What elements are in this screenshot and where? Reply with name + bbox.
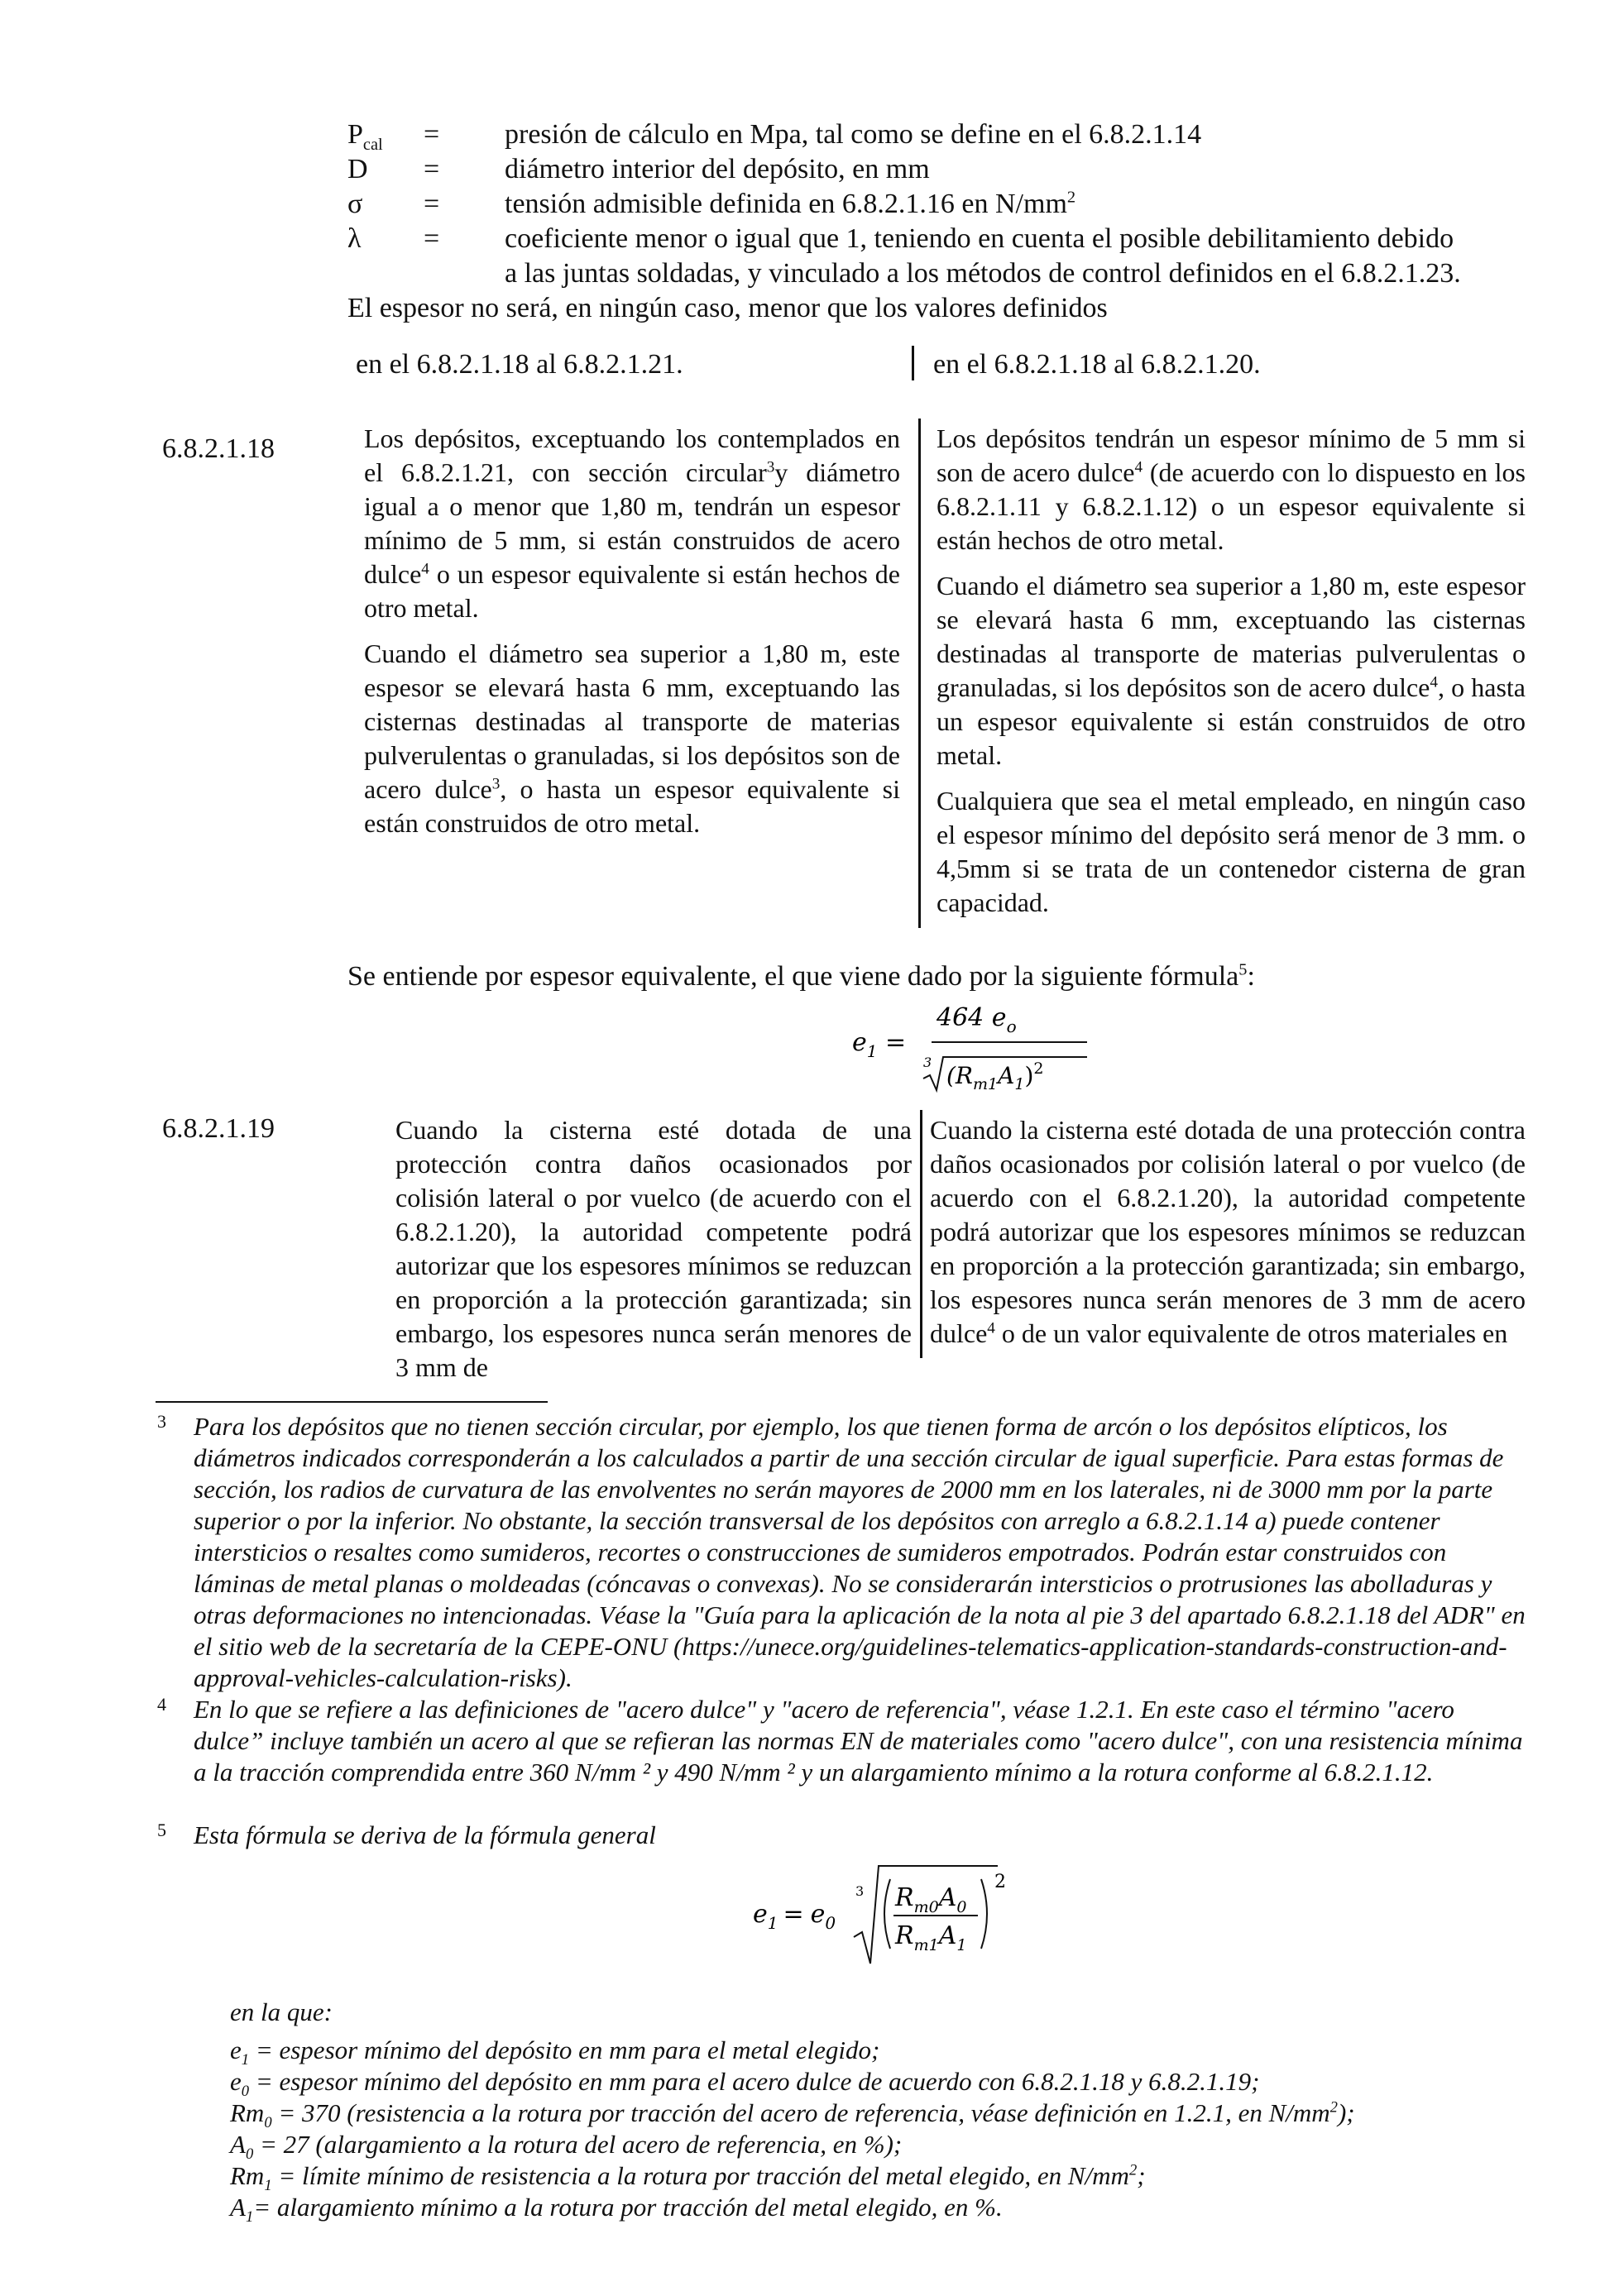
section-19-left-paragraph: Cuando la cisterna esté dotada de una protección contra daños ocasionados por colisión lateral o por vuelco (de acuerdo con el 6.8.2.1.20), la autoridad competente podrá autorizar que los espesores mínimos se reduzcan en proporción a la protección garantizada; sin embargo, los espesores nunca serán menores de 3 mm de (395, 1115, 912, 1382)
footnote-5-def-rm1: $Rm_1$ = límite mínimo de resistencia a la rotura por tracción del metal elegido, en $N/mm^2$; (230, 2161, 1146, 2195)
footnote-5-def-rm0: $Rm_0 = 370$ (resistencia a la rotura por tracción del acero de referencia, véase definición en 1.2.1, en $N/mm^2$); (230, 2098, 1355, 2132)
svg-text:e1 =: $e_1$ = (852, 1028, 907, 1061)
definition-text: diámetro interior del depósito, en mm (505, 154, 930, 184)
intro-left-column: en el 6.8.2.1.18 al 6.8.2.1.21. (356, 349, 683, 380)
definition-symbol: λ (347, 223, 362, 254)
svg-text:e1=e0: $e_1 = e_0$ (753, 1900, 836, 1933)
equivalent-thickness-formula (852, 999, 1092, 1103)
definition-symbol: $P_{cal}$ (347, 119, 383, 154)
definition-text: presión de cálculo en Mpa, tal como se define en el 6.8.2.1.14 (505, 119, 1202, 150)
column-divider (920, 1110, 922, 1358)
section-19-right-column (930, 1113, 1526, 1362)
footnote-5-definitions (230, 2035, 1529, 2227)
equals-sign: = (424, 119, 440, 150)
footnote-5-text: Esta fórmula se deriva de la fórmula general (194, 1820, 656, 1849)
definition-symbol: σ (347, 189, 363, 219)
definition-text-continued: a las juntas soldadas, y vinculado a los métodos de control definidos en el 6.8.2.1.23. (505, 258, 1461, 289)
column-divider (918, 419, 921, 928)
section-18-right-paragraph-1: Los depósitos tendrán un espesor mínimo de 5 mm si son de acero dulce$^4$ (de acuerdo con lo dispuesto en los 6.8.2.1.11 y 6.8.2.1.12) o un espesor equivalente si están hechos de otro metal. (937, 423, 1526, 555)
svg-text:3: 3 (855, 1883, 865, 1899)
section-18-left-paragraph-1: Los depósitos, exceptuando los contemplados en el 6.8.2.1.21, con sección circular$^3$y diámetro igual a o menor que 1,80 m, tendrán un espesor mínimo de 5 mm, si están construidos de acero dulce$^4$ o un espesor equivalente si están hechos de otro metal. (364, 423, 901, 623)
formula-1-svg (852, 999, 1092, 1097)
section-19-left-column (395, 1113, 912, 1396)
footnote-5-def-a1: $A_1=$ alargamiento mínimo a la rotura por tracción del metal elegido, en %. (230, 2193, 1003, 2227)
svg-text:(Rm1A1)2: $(R_{m1}A_1)^2$ (946, 1060, 1044, 1093)
general-formula (753, 1858, 1034, 1978)
equals-sign: = (424, 223, 440, 254)
footnote-number-4: 4 (157, 1694, 166, 1715)
footnote-5-def-e1: $e_1$ = espesor mínimo del depósito en mm para el metal elegido; (230, 2035, 880, 2069)
section-number-18: 6.8.2.1.18 (162, 433, 275, 464)
equals-sign: = (424, 189, 440, 219)
section-18-left-column (364, 422, 900, 852)
equals-sign: = (424, 154, 440, 184)
section-18-right-column (937, 422, 1526, 931)
section-18-right-paragraph-3: Cualquiera que sea el metal empleado, en ningún caso el espesor mínimo del depósito será menor de 3 mm. o 4,5mm si se trata de un contenedor cisterna de gran capacidad. (937, 786, 1526, 917)
column-divider (912, 346, 914, 380)
footnote-separator (156, 1401, 548, 1403)
footnote-number-5: 5 (157, 1820, 166, 1840)
equivalent-thickness-text: Se entiende por espesor equivalente, el que viene dado por la siguiente fórmula$^5$: (347, 960, 1255, 992)
svg-text:464 eo: 464 $e_o$ (937, 1003, 1017, 1036)
footnote-3-text: Para los depósitos que no tienen sección circular, por ejemplo, los que tienen forma de arcón o los depósitos elípticos, los diámetros indicados corresponderán a los calculados a partir de una sección circular de igual superficie. Para estas formas de sección, los radios de curvatura de las envolventes no serán mayores de 2000 mm en los laterales, ni de 3000 mm por la parte superior o por la inferior. No obstante, la sección transversal de los depósitos con arreglo a 6.8.2.1.14 a) puede contener intersticios o resaltes como sumideros, recortes o construcciones de sumideros empotrados. Podrán estar construidos con láminas de metal planas o moldeadas (cóncavas o convexas). No se considerarán intersticios o protrusiones las abolladuras y otras deformaciones no intencionadas. Véase la "Guía para la aplicación de la nota al pie 3 del apartado 6.8.2.1.18 del ADR" en el sitio web de la secretaría de la CEPE-ONU (https://unece.org/guidelines-telematics-application-standards-construction-and-approval-vehicles-calculation-risks). (194, 1412, 1526, 1692)
svg-text:3: 3 (923, 1055, 932, 1070)
svg-text:Rm1A1: $R_{m1}A_1$ (895, 1921, 967, 1954)
section-18-right-paragraph-2: Cuando el diámetro sea superior a 1,80 m, este espesor se elevará hasta 6 mm, exceptuando las cisternas destinadas al transporte de materias pulverulentas o granuladas, si los depósitos son de acero dulce$^4$, o hasta un espesor equivalente si están construidos de otro metal. (937, 571, 1526, 770)
definition-text: coeficiente menor o igual que 1, teniendo en cuenta el posible debilitamiento debido (505, 223, 1454, 254)
section-number-19: 6.8.2.1.19 (162, 1113, 275, 1144)
svg-text:Rm0A0: $R_{m0}A_0$ (895, 1883, 967, 1916)
espesor-intro: El espesor no será, en ningún caso, menor que los valores definidos (347, 293, 1108, 323)
section-19-right-paragraph: Cuando la cisterna esté dotada de una protección contra daños ocasionados por colisión lateral o por vuelco (de acuerdo con el 6.8.2.1.20), la autoridad competente podrá autorizar que los espesores mínimos se reduzcan en proporción a la protección garantizada; sin embargo, los espesores nunca serán menores de 3 mm de acero dulce$^4$ o de un valor equivalente de otros materiales en (930, 1115, 1526, 1348)
footnote-5-def-e0: $e_0$ = espesor mínimo del depósito en mm para el acero dulce de acuerdo con 6.8.2.1.18 y 6.8.2.1.19; (230, 2067, 1260, 2101)
definition-text: tensión admisible definida en 6.8.2.1.16 en $N/mm^2$ (505, 188, 1076, 219)
intro-right-column: en el 6.8.2.1.18 al 6.8.2.1.20. (933, 349, 1261, 380)
section-18-left-paragraph-2: Cuando el diámetro sea superior a 1,80 m, este espesor se elevará hasta 6 mm, exceptuando las cisternas destinadas al transporte de materias pulverulentas o granuladas, si los depósitos son de acero dulce$^3$, o hasta un espesor equivalente si están construidos de otro metal. (364, 639, 901, 838)
formula-2-svg (753, 1858, 1034, 1973)
footnote-4-text: En lo que se refiere a las definiciones de "acero dulce" y "acero de referencia", véase 1.2.1. En este caso el término "acero dulce” incluye también un acero al que se refieran las normas EN de materiales como "acero dulce", con una resistencia mínima a la tracción comprendida entre 360 N/mm ² y 490 N/mm ² y un alargamiento mínimo a la rotura conforme al 6.8.2.1.12. (194, 1695, 1523, 1787)
footnote-5-intro: en la que: (230, 1997, 333, 2026)
definition-symbol: D (347, 154, 368, 184)
footnote-5-def-a0: $A_0 = 27$ (alargamiento a la rotura del acero de referencia, en %); (230, 2130, 903, 2164)
footnote-number-3: 3 (157, 1411, 166, 1432)
svg-text:2: 2 (994, 1872, 1006, 1892)
